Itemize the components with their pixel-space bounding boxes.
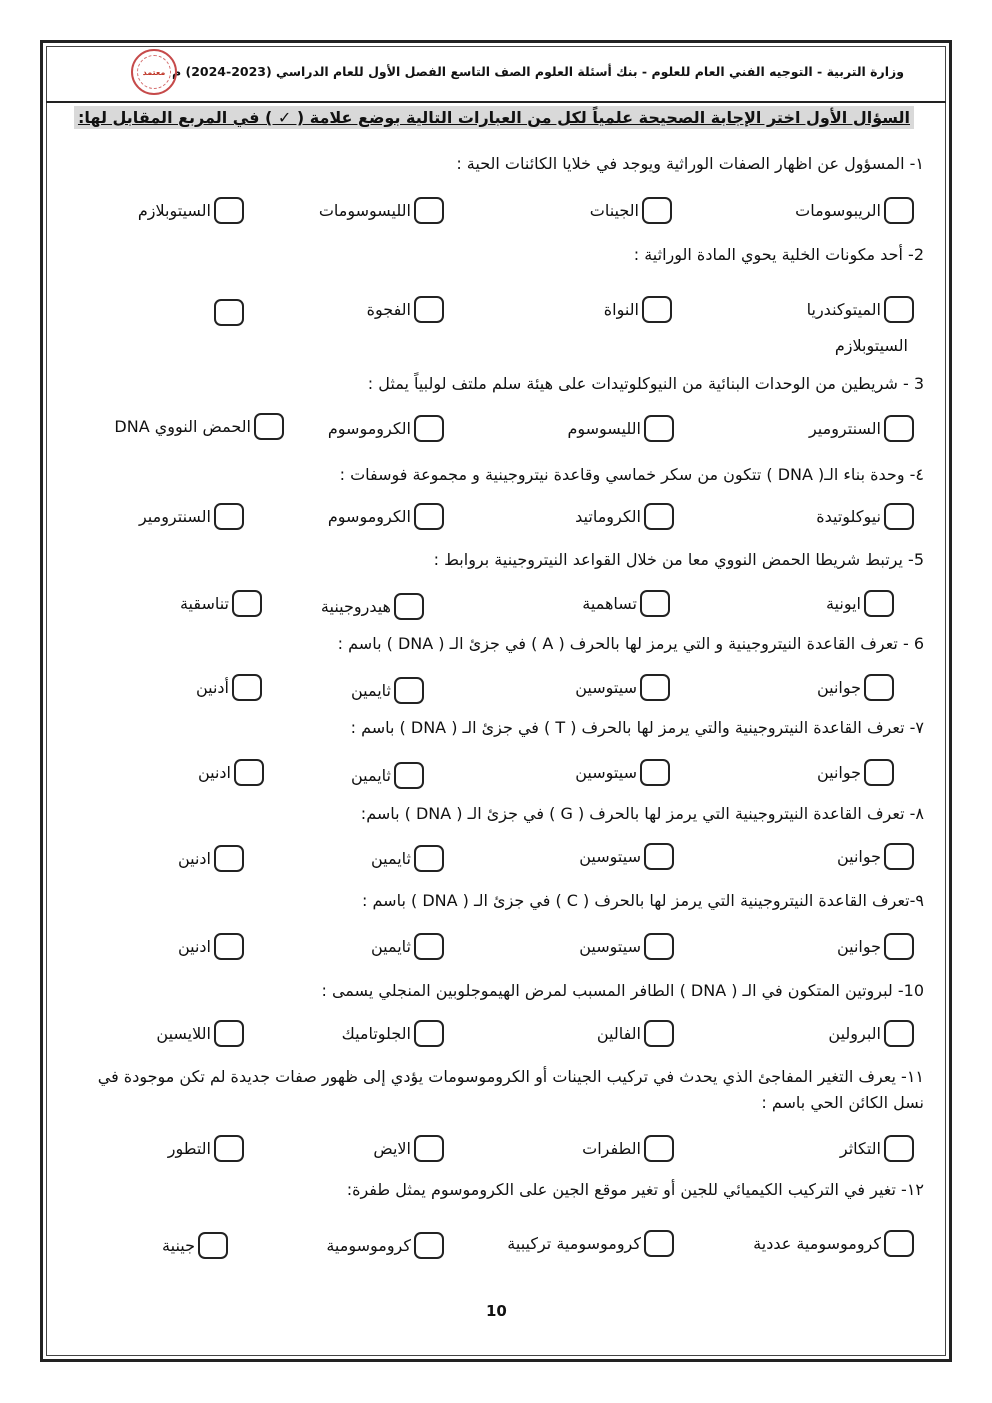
checkbox[interactable] — [864, 674, 894, 701]
q1-option-1[interactable]: الريبوسومات — [795, 193, 914, 227]
checkbox[interactable] — [414, 296, 444, 323]
q2-option-4[interactable] — [211, 295, 244, 329]
question-11-text: ١١- يعرف التغير المفاجئ الذي يحدث في تركيب الجينات أو الكروموسومات يؤدي إلى ظهور صفات جديدة لم تكن موجودة في نسل الكائن الحي باسم : — [97, 1067, 924, 1112]
checkbox[interactable] — [884, 1020, 914, 1047]
question-9-text: ٩-تعرف القاعدة النيتروجينية التي يرمز لها بالحرف ( C ) في جزئ الـ ( DNA ) باسم : — [362, 891, 924, 910]
q10-option-3[interactable]: الجلوتاميك — [342, 1016, 444, 1050]
q10-option-4[interactable]: اللايسين — [156, 1016, 244, 1050]
checkbox[interactable] — [644, 933, 674, 960]
q6-option-2[interactable]: سيتوسين — [575, 670, 670, 704]
question-12-text: ١٢- تغير في التركيب الكيميائي للجين أو تغير موقع الجين على الكروموسوم يمثل طفرة: — [346, 1180, 924, 1199]
q1-option-2[interactable]: الجينات — [590, 193, 672, 227]
section-title: السؤال الأول اختر الإجابة الصحيحة علمياً لكل من العبارات التالية بوضع علامة ( ✓ ) في المربع المقابل لها: — [74, 106, 914, 129]
checkbox[interactable] — [254, 413, 284, 440]
checkbox[interactable] — [214, 933, 244, 960]
checkbox[interactable] — [214, 503, 244, 530]
q4-option-3[interactable]: الكروموسوم — [328, 499, 444, 533]
checkbox[interactable] — [640, 590, 670, 617]
checkbox[interactable] — [642, 296, 672, 323]
q4-option-2[interactable]: الكروماتيد — [575, 499, 674, 533]
q7-option-2[interactable]: سيتوسين — [575, 755, 670, 789]
question-4-text: ٤- وحدة بناء الـ( DNA ) تتكون من سكر خماسي وقاعدة نيتروجينية و مجموعة فوسفات : — [339, 465, 924, 484]
q3-option-1[interactable]: السنترومير — [809, 411, 914, 445]
q5-option-3[interactable]: هيدروجينية — [321, 589, 424, 623]
checkbox[interactable] — [214, 197, 244, 224]
q11-option-3[interactable]: الايض — [373, 1131, 444, 1165]
header-divider — [46, 101, 946, 103]
q9-option-4[interactable]: ادنين — [178, 929, 244, 963]
q12-option-4[interactable]: جينية — [162, 1228, 228, 1262]
q3-option-3[interactable]: الكروموسوم — [328, 411, 444, 445]
q6-option-4[interactable]: أدنين — [196, 670, 262, 704]
question-8-text: ٨- تعرف القاعدة النيتروجينية التي يرمز لها بالحرف ( G ) في جزئ الـ ( DNA ) باسم: — [360, 804, 924, 823]
q10-option-2[interactable]: الفالين — [597, 1016, 674, 1050]
seal-label: معتمد — [137, 55, 171, 89]
question-2-text: 2- أحد مكونات الخلية يحوي المادة الوراثية : — [633, 245, 924, 264]
checkbox[interactable] — [414, 415, 444, 442]
checkbox[interactable] — [232, 674, 262, 701]
checkbox[interactable] — [644, 1020, 674, 1047]
checkbox[interactable] — [884, 1135, 914, 1162]
q5-option-1[interactable]: ايونية — [826, 586, 894, 620]
question-3-text: 3 - شريطين من الوحدات البنائية من النيوكلوتيدات على هيئة سلم ملتف لولبياً يمثل : — [367, 374, 924, 393]
q2-option-4-label: السيتوبلازم — [834, 336, 908, 355]
q5-option-4[interactable]: تناسقية — [180, 586, 262, 620]
checkbox[interactable] — [864, 590, 894, 617]
q11-option-4[interactable]: التطور — [168, 1131, 244, 1165]
checkbox[interactable] — [414, 845, 444, 872]
checkbox[interactable] — [644, 1135, 674, 1162]
q7-option-1[interactable]: جوانين — [817, 755, 894, 789]
question-5-text: 5- يرتبط شريطا الحمض النووي معا من خلال القواعد النيتروجينية بروابط : — [433, 550, 924, 569]
q9-option-3[interactable]: ثايمين — [371, 929, 444, 963]
document-header: وزارة التربية - التوجيه الفني العام للعلوم - بنك أسئلة العلوم الصف التاسع الفصل الأول للعام الدراسي (2023-2024) م — [171, 64, 904, 79]
q4-option-1[interactable]: نيوكلوتيدة — [816, 499, 914, 533]
checkbox[interactable] — [414, 503, 444, 530]
q10-option-1[interactable]: البرولين — [828, 1016, 914, 1050]
question-7-text: ٧- تعرف القاعدة النيتروجينية والتي يرمز لها بالحرف ( T ) في جزئ الـ ( DNA ) باسم : — [350, 718, 924, 737]
checkbox[interactable] — [644, 843, 674, 870]
checkbox[interactable] — [394, 677, 424, 704]
q2-option-2[interactable]: النواة — [604, 292, 672, 326]
checkbox[interactable] — [234, 759, 264, 786]
q9-option-2[interactable]: سيتوسين — [579, 929, 674, 963]
checkbox[interactable] — [214, 1020, 244, 1047]
checkbox[interactable] — [214, 845, 244, 872]
q8-option-2[interactable]: سيتوسين — [579, 839, 674, 873]
question-1-text: ١- المسؤول عن اظهار الصفات الوراثية ويوجد في خلايا الكائنات الحية : — [456, 154, 924, 173]
checkbox[interactable] — [198, 1232, 228, 1259]
q5-option-2[interactable]: تساهمية — [582, 586, 670, 620]
checkbox[interactable] — [864, 759, 894, 786]
checkbox[interactable] — [644, 503, 674, 530]
q3-option-4[interactable]: الحمض النووي DNA — [114, 409, 284, 443]
q1-option-4[interactable]: السيتوبلازم — [138, 193, 244, 227]
checkbox[interactable] — [640, 759, 670, 786]
checkbox[interactable] — [884, 296, 914, 323]
checkbox[interactable] — [214, 1135, 244, 1162]
q11-option-2[interactable]: الطفرات — [582, 1131, 674, 1165]
checkbox[interactable] — [414, 1135, 444, 1162]
q3-option-2[interactable]: الليسوسوم — [567, 411, 674, 445]
q9-option-1[interactable]: جوانين — [837, 929, 914, 963]
checkbox[interactable] — [232, 590, 262, 617]
checkbox[interactable] — [884, 1230, 914, 1257]
page-number: 10 — [486, 1302, 507, 1320]
q2-option-3[interactable]: الفجوة — [367, 292, 444, 326]
checkbox[interactable] — [414, 1020, 444, 1047]
q8-option-3[interactable]: ثايمين — [371, 841, 444, 875]
q6-option-1[interactable]: جوانين — [817, 670, 894, 704]
q12-option-3[interactable]: كروموسومية — [326, 1228, 444, 1262]
approval-seal-icon — [131, 49, 177, 95]
checkbox[interactable] — [394, 762, 424, 789]
q11-option-1[interactable]: التكاثر — [840, 1131, 914, 1165]
checkbox[interactable] — [394, 593, 424, 620]
checkbox[interactable] — [414, 197, 444, 224]
checkbox[interactable] — [644, 1230, 674, 1257]
checkbox[interactable] — [884, 415, 914, 442]
q8-option-4[interactable]: ادنين — [178, 841, 244, 875]
q1-option-3[interactable]: الليسوسومات — [319, 193, 444, 227]
q7-option-4[interactable]: ادنين — [198, 755, 264, 789]
checkbox[interactable] — [640, 674, 670, 701]
q12-option-1[interactable]: كروموسومية عددية — [753, 1226, 914, 1260]
checkbox[interactable] — [414, 933, 444, 960]
q6-option-3[interactable]: ثايمين — [351, 673, 424, 707]
checkbox[interactable] — [884, 933, 914, 960]
checkbox[interactable] — [414, 1232, 444, 1259]
checkbox[interactable] — [214, 299, 244, 326]
q4-option-4[interactable]: السنترومير — [139, 499, 244, 533]
q8-option-1[interactable]: جوانين — [837, 839, 914, 873]
q12-option-2[interactable]: كروموسومية تركيبية — [507, 1226, 674, 1260]
q2-option-1[interactable]: الميتوكندريا — [807, 292, 914, 326]
checkbox[interactable] — [884, 503, 914, 530]
q7-option-3[interactable]: ثايمين — [351, 758, 424, 792]
checkbox[interactable] — [884, 197, 914, 224]
checkbox[interactable] — [642, 197, 672, 224]
checkbox[interactable] — [884, 843, 914, 870]
question-10-text: 10- لبروتين المتكون في الـ ( DNA ) الطافر المسبب لمرض الهيموجلوبين المنجلي يسمى : — [321, 981, 924, 1000]
question-6-text: 6 - تعرف القاعدة النيتروجينية و التي يرمز لها بالحرف ( A ) في جزئ الـ ( DNA ) باسم : — [337, 634, 924, 653]
checkbox[interactable] — [644, 415, 674, 442]
